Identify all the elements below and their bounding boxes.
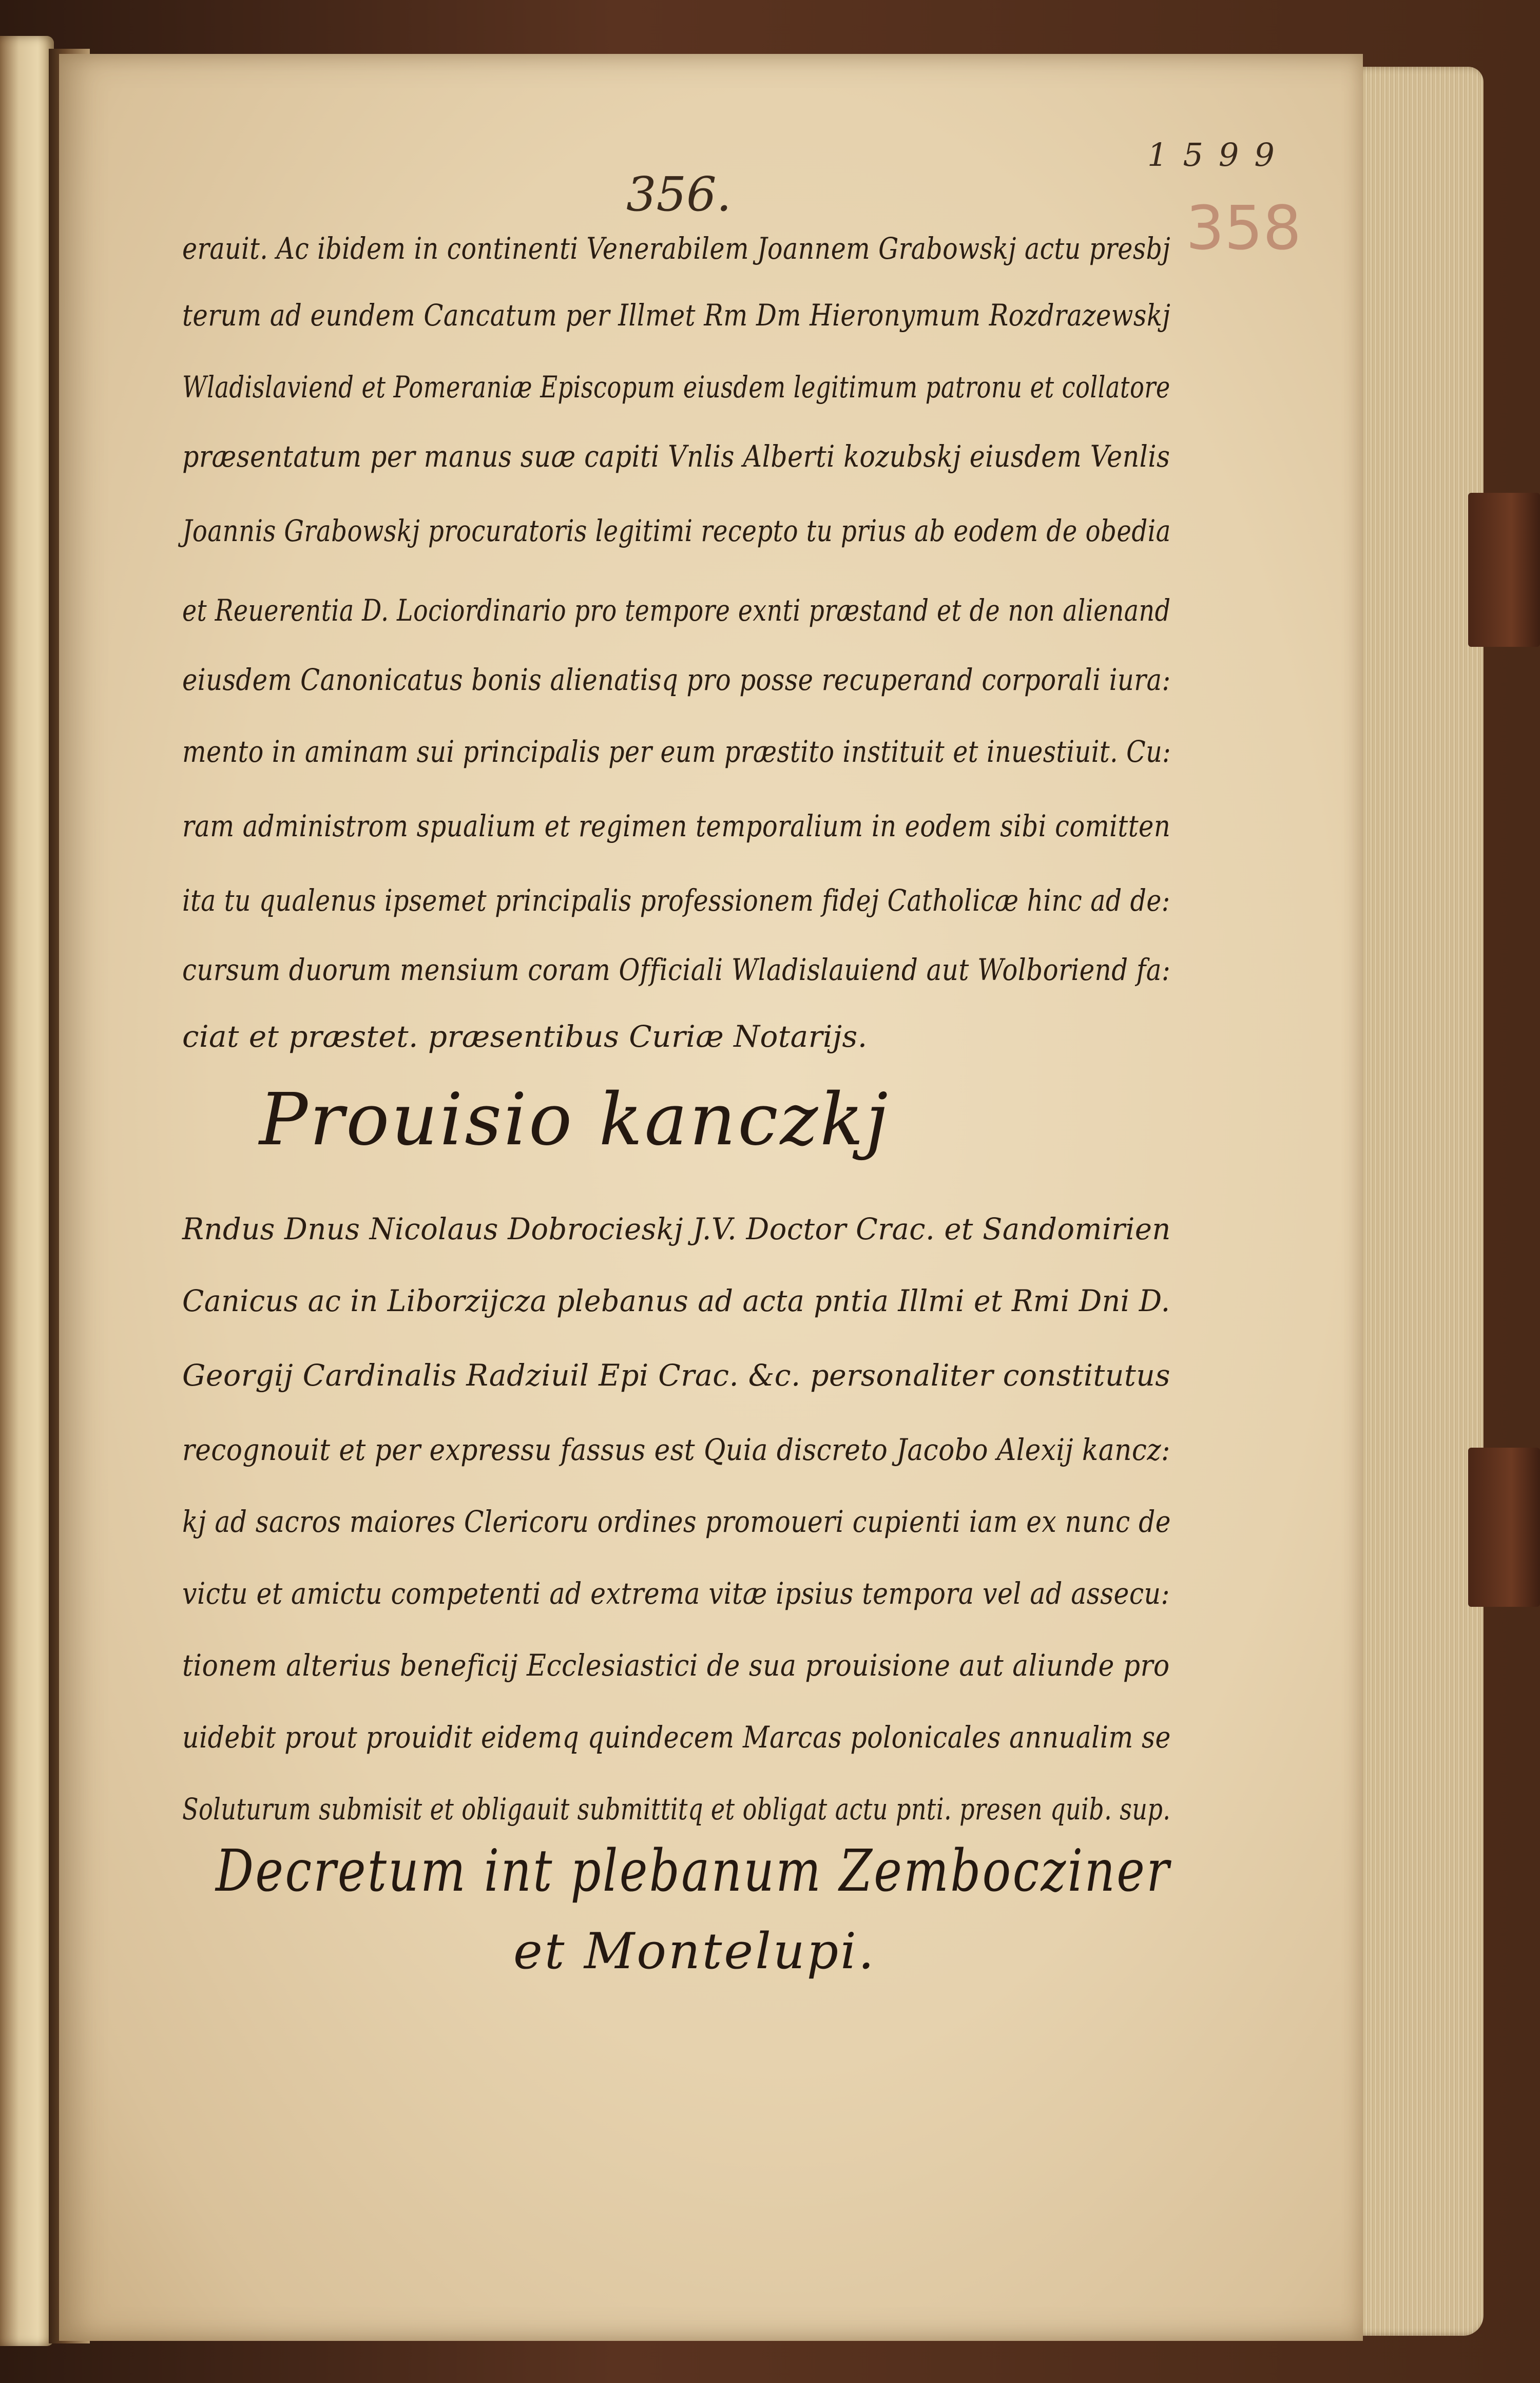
entry-one-line: terum ad eundem Cancatum per Illmet Rm Dm Hieronymum Rozdrazewskj xyxy=(182,298,1171,333)
heading-prouisio: Prouisio kanczkj xyxy=(259,1078,890,1162)
entry-two-line: victu et amictu competenti ad extrema vitæ ipsius tempora vel ad assecu: xyxy=(182,1576,1170,1611)
heading-decretum-line1: Decretum int plebanum Zembocziner xyxy=(216,1838,1171,1905)
entry-one-line: et Reuerentia D. Lociordinario pro tempore exnti præstand et de non alienand xyxy=(182,593,1171,628)
entry-two-line: Georgij Cardinalis Radziuil Epi Crac. &c. personaliter constitutus xyxy=(182,1358,1171,1393)
leather-clasp-tab-upper xyxy=(1468,493,1540,647)
folio-number-ink: 356. xyxy=(626,167,732,222)
entry-one-line: ciat et præstet. præsentibus Curiæ Notarijs. xyxy=(182,1019,868,1054)
entry-one-line: ram administrom spualium et regimen temporalium in eodem sibi comitten xyxy=(182,809,1171,843)
leather-clasp-tab-lower xyxy=(1468,1448,1540,1607)
folio-number-red: 358 xyxy=(1186,193,1302,263)
page-block-edges xyxy=(1345,67,1484,2336)
entry-two-line: recognouit et per expressu fassus est Quia discreto Jacobo Alexij kancz: xyxy=(182,1432,1170,1467)
entry-two-line: Soluturum submisit et obligauit submittitq et obligat actu pnti. presen quib. sup. xyxy=(182,1792,1171,1827)
margin-year: 1599 xyxy=(1147,136,1290,174)
entry-two-line: uidebit prout prouidit eidemq quindecem Marcas polonicales annualim se xyxy=(182,1720,1171,1755)
entry-one-line: Wladislaviend et Pomeraniæ Episcopum eiusdem legitimum patronu et collatore xyxy=(182,370,1170,405)
entry-two-line: tionem alterius beneficij Ecclesiastici de sua prouisione aut aliunde pro xyxy=(182,1648,1170,1683)
entry-one-line: ita tu qualenus ipsemet principalis professionem fidej Catholicæ hinc ad de: xyxy=(182,883,1170,918)
entry-one-line: præsentatum per manus suæ capiti Vnlis Alberti kozubskj eiusdem Venlis xyxy=(182,439,1170,474)
entry-two-line: Rndus Dnus Nicolaus Dobrocieskj J.V. Doctor Crac. et Sandomirien xyxy=(182,1212,1171,1246)
entry-one-line: cursum duorum mensium coram Officiali Wladislauiend aut Wolboriend fa: xyxy=(182,952,1171,987)
heading-decretum-line2: et Montelupi. xyxy=(513,1923,876,1980)
entry-two-line: Canicus ac in Liborzijcza plebanus ad acta pntia Illmi et Rmi Dni D. xyxy=(182,1283,1170,1318)
entry-two-line: kj ad sacros maiores Clericoru ordines promoueri cupienti iam ex nunc de xyxy=(182,1504,1171,1539)
entry-one-line: mento in aminam sui principalis per eum præstito instituit et inuestiuit. Cu: xyxy=(182,734,1171,769)
facing-page-edge xyxy=(0,36,54,2346)
entry-one-line: eiusdem Canonicatus bonis alienatisq pro posse recuperand corporali iura: xyxy=(182,662,1171,697)
entry-one-line: Joannis Grabowskj procuratoris legitimi recepto tu prius ab eodem de obedia xyxy=(182,513,1171,548)
entry-one-line: erauit. Ac ibidem in continenti Venerabilem Joannem Grabowskj actu presbj xyxy=(182,231,1170,266)
